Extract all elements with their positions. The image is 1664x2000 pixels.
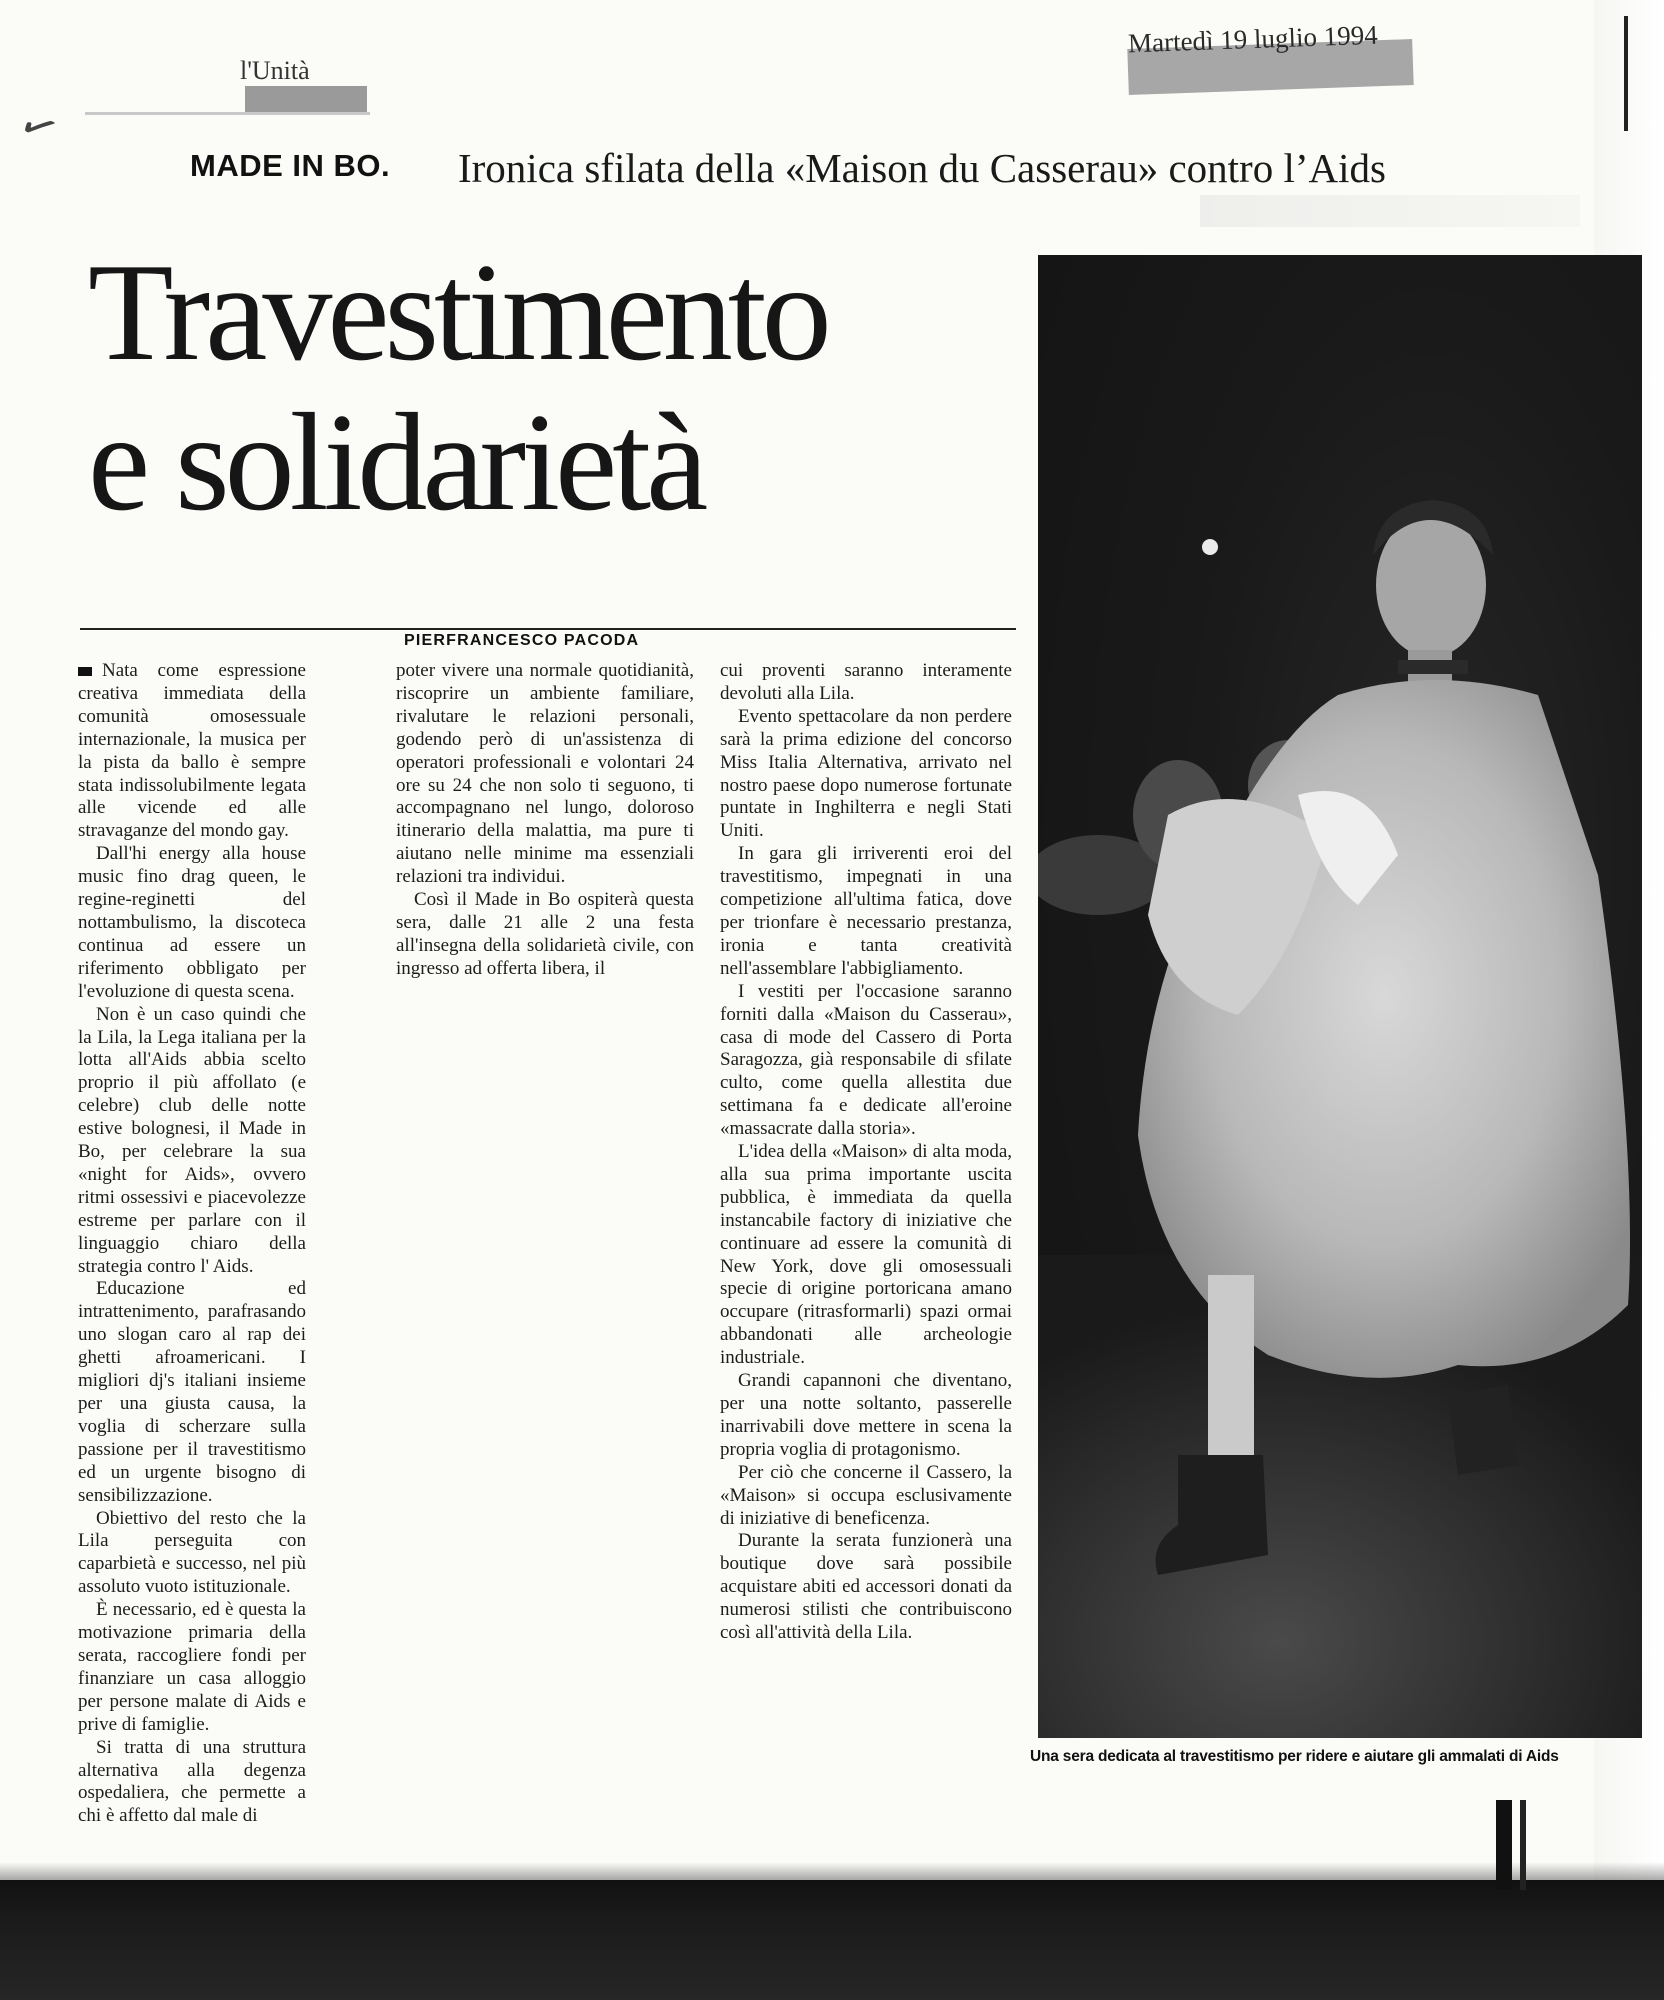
edge-mark — [1624, 16, 1628, 131]
paragraph-text: Nata come espressione creativa immediata della comunità omosessuale internazionale, la musica per la pista da ballo è sempre stata indissolubilmente legata alle vicende ed alle stravaganze del mondo gay. — [78, 660, 306, 842]
byline-rule — [80, 628, 1016, 630]
edge-mark — [1496, 1800, 1512, 1890]
masthead-highlight — [245, 86, 367, 112]
kicker: MADE IN BO. — [190, 148, 391, 183]
article-column-1 — [78, 660, 306, 1828]
headline-line-1: Travestimento — [88, 235, 827, 390]
paragraph: I vestiti per l'occasione saranno forniti dalla «Maison du Casserau», casa di mode del Cassero di Porta Saragozza, già responsabile di sfilate culto, come quella allestita due settimana fa e dedicate all'eroine «massacrate dalla storia». — [720, 980, 1012, 1140]
masthead-paper: l'Unità — [240, 56, 310, 85]
bleed-through — [1200, 195, 1580, 227]
bullet-square-icon — [78, 667, 92, 676]
paragraph: È necessario, ed è questa la motivazione primaria della serata, raccogliere fondi per finanziare un casa alloggio per persone malate di Aids e prive di famiglie. — [78, 1599, 306, 1735]
paragraph: L'idea della «Maison» di alta moda, alla sua prima importante uscita pubblica, è immediata da quella instancabile factory di iniziative che continuare ad essere la comunità di New York, dove gli omosessuali specie di origine portoricana amano occupare (ritrasformarli) spazi ormai abbandonati alle archeologie industriale. — [720, 1141, 1012, 1369]
paragraph: Obiettivo del resto che la Lila perseguita con caparbietà e successo, nel più assoluto vuoto istituzionale. — [78, 1507, 306, 1598]
headline-line-2: e solidarietà — [88, 385, 704, 540]
paragraph: Dall'hi energy alla house music fino drag queen, le regine-reginetti del nottambulismo, la discoteca continua ad essere un riferimento obbligato per l'evoluzione di questa scena. — [78, 843, 306, 1002]
paragraph: Durante la serata funzionerà una boutique dove sarà possibile acquistare abiti ed accessori donati da numerosi stilisti che contribuiscono così all'attività della Lila. — [720, 1530, 1012, 1644]
byline: PIERFRANCESCO PACODA — [404, 632, 640, 649]
paragraph: Per ciò che concerne il Cassero, la «Maison» si occupa esclusivamente di iniziative di beneficenza. — [720, 1461, 1012, 1529]
article-photo — [1038, 255, 1642, 1738]
masthead-date: Martedì 19 luglio 1994 — [1127, 19, 1379, 59]
article-column-2 — [396, 660, 694, 981]
paragraph: Non è un caso quindi che la Lila, la Lega italiana per la lotta all'Aids abbia scelto proprio il più affollato (e celebre) club delle notte estive bolognesi, il Made in Bo, per celebrare la sua «night for Aids», ovvero ritmi ossessivi e piacevolezze estreme per parlare con il linguaggio chiaro della strategia contro l' Aids. — [78, 1003, 306, 1277]
edge-mark — [1520, 1800, 1526, 1890]
paragraph — [78, 660, 306, 843]
paragraph: Educazione ed intrattenimento, parafrasando uno slogan caro al rap dei ghetti afroamericani. I migliori dj's italiani insieme per una giusta causa, la voglia di scherzare sulla passione per il travestitismo ed un urgente bisogno di sensibilizzazione. — [78, 1278, 306, 1506]
paragraph: Così il Made in Bo ospiterà questa sera, dalle 21 alle 2 una festa all'insegna della solidarietà civile, con ingresso ad offerta libera, il — [396, 889, 694, 979]
article-column-3 — [720, 660, 1012, 1645]
paragraph: cui proventi saranno interamente devoluti alla Lila. — [720, 660, 1012, 704]
subheadline: Ironica sfilata della «Maison du Casserau» contro l’Aids — [458, 145, 1386, 191]
paragraph: Si tratta di una struttura alternativa alla degenza ospedaliera, che permette a chi è affetto dal male di — [78, 1736, 306, 1827]
paragraph: poter vivere una normale quotidianità, riscoprire un ambiente familiare, rivalutare le relazioni personali, godendo però di un'assistenza di operatori professionali e volontari 24 ore su 24 che non solo ti seguono, ti accompagnano nel lungo, doloroso itinerario della malattia, ma pure ti aiutano nelle minime ma essenziali relazioni tra individui. — [396, 660, 694, 888]
paragraph: Grandi capannoni che diventano, per una notte soltanto, passerelle inarrivabili dove mettere in scena la propria voglia di protagonismo. — [720, 1370, 1012, 1460]
scan-bottom-edge — [0, 1880, 1664, 2000]
masthead-rule — [85, 112, 370, 115]
photo-caption: Una sera dedicata al travestitismo per ridere e aiutare gli ammalati di Aids — [1030, 1748, 1559, 1765]
paragraph: In gara gli irriverenti eroi del travestitismo, impegnati in una competizione all'ultima fatica, dove per trionfare è necessario prestanza, ironia e tanta creatività nell'assemblare l'abbigliamento. — [720, 843, 1012, 979]
photo-illustration — [1038, 255, 1642, 1738]
headline — [88, 235, 827, 540]
pen-mark: ✓ — [9, 96, 68, 159]
paragraph: Evento spettacolare da non perdere sarà la prima edizione del concorso Miss Italia Alternativa, arrivato nel nostro paese dopo numerose fortunate puntate in Inghilterra e negli Stati Uniti. — [720, 705, 1012, 842]
